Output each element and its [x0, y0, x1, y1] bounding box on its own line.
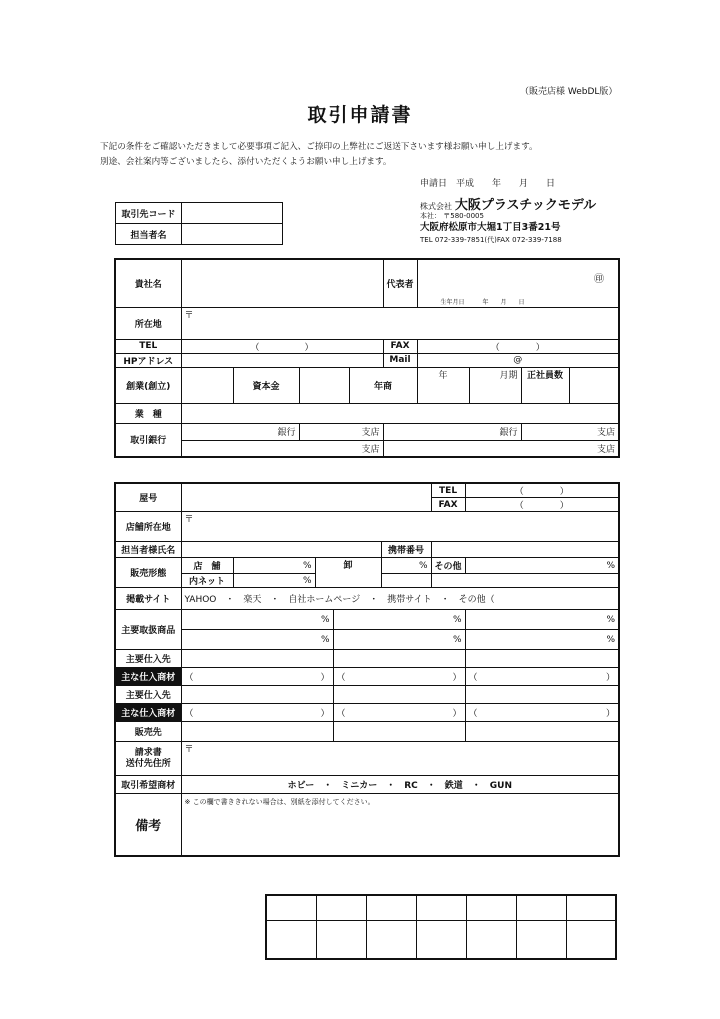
store-label: 店 舗 — [181, 558, 233, 574]
grid-cell — [366, 895, 416, 921]
industry-label: 業 種 — [115, 403, 181, 423]
company-prefix: 株式会社 — [420, 202, 452, 211]
intro-line-1: 下記の条件をご確認いただきまして必要事項ご記入、ご捺印の上弊社にご返送下さいます様お願い申し上げます。 — [100, 142, 538, 152]
company-name-label: 貴社名 — [115, 259, 181, 307]
paren-close: ） — [452, 709, 462, 719]
store-pct[interactable]: % — [233, 558, 315, 574]
supplier-2-c[interactable] — [465, 686, 619, 704]
industry-field[interactable] — [181, 403, 619, 423]
product-6-pct[interactable]: % — [465, 630, 619, 650]
paren-close: ） — [606, 673, 616, 683]
bank-2-branch-2[interactable]: 支店 — [383, 440, 619, 457]
company-address: 大阪府松原市大堀1丁目3番21号 — [420, 222, 561, 233]
staff-label: 担当者名 — [116, 224, 182, 245]
supplier-1-a[interactable] — [181, 650, 333, 668]
supplier-2-b[interactable] — [333, 686, 465, 704]
hp-field[interactable] — [181, 353, 383, 367]
online-label: 内ネット — [181, 574, 233, 588]
materials-1-b[interactable] — [333, 668, 465, 686]
main-products-label: 主要取扱商品 — [115, 610, 181, 650]
billing-label-line-1: 請求書 — [134, 747, 162, 758]
paren-close: ） — [452, 673, 462, 683]
billing-postal-mark: 〒 — [184, 745, 194, 755]
staff-name-field[interactable] — [181, 542, 381, 558]
supplier-1-label: 主要仕入先 — [115, 650, 181, 668]
page-title: 取引申請書 — [307, 104, 413, 126]
grid-cell — [466, 895, 516, 921]
site-options[interactable]: YAHOO ・ 楽天 ・ 自社ホームページ ・ 携帯サイト ・ その他（ — [181, 588, 619, 610]
capital-field[interactable] — [299, 367, 349, 403]
location-field[interactable] — [181, 307, 619, 339]
birthdate-line: 生年月日 年 月 日 — [440, 298, 525, 306]
seal-icon: ㊞ — [594, 274, 605, 285]
edition-label: （販売店様 WebDL版） — [520, 87, 618, 97]
paren-open: （ — [336, 673, 346, 683]
hq-label: 本社： — [420, 212, 441, 220]
paren-open: （ — [184, 673, 194, 683]
wholesale-blank[interactable] — [381, 574, 431, 588]
grid-cell — [266, 895, 316, 921]
shop-tel-field[interactable]: （ ） — [465, 483, 619, 498]
paren-open: （ — [184, 709, 194, 719]
bank-1-branch-2[interactable]: 支店 — [181, 440, 383, 457]
product-2-pct[interactable]: % — [333, 610, 465, 630]
tel-label: TEL — [115, 339, 181, 353]
grid-cell — [466, 921, 516, 959]
grid-cell — [416, 921, 466, 959]
online-pct[interactable]: % — [233, 574, 315, 588]
site-label: 掲載サイト — [115, 588, 181, 610]
bank-1-name[interactable]: 銀行 — [181, 423, 299, 440]
code-table — [115, 202, 283, 245]
materials-1-c[interactable] — [465, 668, 619, 686]
supplier-1-b[interactable] — [333, 650, 465, 668]
founded-field[interactable] — [181, 367, 233, 403]
grid-cell — [316, 895, 366, 921]
grid-cell — [316, 921, 366, 959]
paren-open: （ — [468, 709, 478, 719]
application-date[interactable]: 申請日 平成 年 月 日 — [420, 179, 556, 189]
intro-line-2: 別途、会社案内等ございましたら、添付いただくようお願い申し上げます。 — [100, 157, 392, 167]
customers-b[interactable] — [333, 722, 465, 742]
shop-tel-label: TEL — [431, 483, 465, 498]
customers-label: 販売先 — [115, 722, 181, 742]
fiscal-month-field[interactable]: 月期 — [469, 367, 521, 403]
mail-label: Mail — [383, 353, 417, 367]
shop-name-field[interactable] — [181, 483, 431, 512]
grid-cell — [366, 921, 416, 959]
code-label: 取引先コード — [116, 203, 182, 224]
founded-label: 創業(創立) — [115, 367, 181, 403]
fax-field[interactable]: （ ） — [417, 339, 619, 353]
fiscal-year-field[interactable]: 年 — [417, 367, 469, 403]
intro-text — [100, 140, 538, 170]
bank-2-branch[interactable]: 支店 — [521, 423, 619, 440]
mobile-field[interactable] — [431, 542, 619, 558]
supplier-1-c[interactable] — [465, 650, 619, 668]
staff-field[interactable] — [182, 224, 283, 245]
materials-2-label: 主な仕入商材 — [115, 704, 181, 722]
shop-fax-label: FAX — [431, 498, 465, 512]
grid-cell — [516, 895, 566, 921]
shop-address-field[interactable] — [181, 512, 619, 542]
shop-address-label: 店舗所在地 — [115, 512, 181, 542]
rep-field[interactable] — [417, 259, 619, 307]
company-name: 大阪プラスチックモデル — [454, 198, 597, 213]
code-field[interactable] — [182, 203, 283, 224]
fax-label: FAX — [383, 339, 417, 353]
paren-close: ） — [320, 673, 330, 683]
postal-mark: 〒 — [184, 310, 194, 321]
grid-cell — [566, 921, 616, 959]
location-label: 所在地 — [115, 307, 181, 339]
materials-1-a[interactable] — [181, 668, 333, 686]
wholesale-label: 卸 — [315, 558, 381, 588]
customers-c[interactable] — [465, 722, 619, 742]
other-label: その他 — [431, 558, 465, 574]
supplier-2-label: 主要仕入先 — [115, 686, 181, 704]
remarks-label: 備考 — [115, 794, 181, 856]
billing-label-line-2: 送付先住所 — [125, 758, 171, 769]
mail-field[interactable]: @ — [417, 353, 619, 367]
shop-info-table — [114, 482, 620, 857]
product-4-pct[interactable]: % — [181, 630, 333, 650]
paren-open: （ — [468, 673, 478, 683]
office-use-grid — [265, 894, 617, 960]
bank-2-name[interactable]: 銀行 — [383, 423, 521, 440]
other-pct[interactable]: % — [465, 558, 619, 574]
supplier-2-a[interactable] — [181, 686, 333, 704]
hp-label: HPアドレス — [115, 353, 181, 367]
employees-field[interactable] — [569, 367, 619, 403]
materials-2-b[interactable] — [333, 704, 465, 722]
tel-field[interactable]: （ ） — [181, 339, 383, 353]
product-1-pct[interactable]: % — [181, 610, 333, 630]
grid-cell — [416, 895, 466, 921]
postal-code: 〒580-0005 — [443, 212, 484, 220]
bank-label: 取引銀行 — [115, 423, 181, 457]
materials-1-label: 主な仕入商材 — [115, 668, 181, 686]
shop-fax-field[interactable]: （ ） — [465, 498, 619, 512]
grid-cell — [266, 921, 316, 959]
company-tel-fax: TEL 072-339-7851(代)FAX 072-339-7188 — [420, 236, 562, 244]
capital-label: 資本金 — [233, 367, 299, 403]
shop-postal-mark: 〒 — [184, 515, 194, 525]
mobile-label: 携帯番号 — [381, 542, 431, 558]
billing-field[interactable] — [181, 742, 619, 776]
shop-name-label: 屋号 — [115, 483, 181, 512]
employees-label: 正社員数 — [521, 367, 569, 403]
other-blank[interactable] — [431, 574, 619, 588]
paren-open: （ — [336, 709, 346, 719]
billing-label — [115, 742, 181, 776]
company-name-field[interactable] — [181, 259, 383, 307]
customers-a[interactable] — [181, 722, 333, 742]
rep-label: 代表者 — [383, 259, 417, 307]
remarks-field[interactable]: ※ この欄で書ききれない場合は、別紙を添付してください。 — [181, 794, 619, 856]
annual-label: 年商 — [349, 367, 417, 403]
grid-cell — [566, 895, 616, 921]
wish-options[interactable]: ホビー ・ ミニカー ・ RC ・ 鉄道 ・ GUN — [181, 776, 619, 794]
paren-close: ） — [320, 709, 330, 719]
address-block — [420, 210, 562, 246]
wish-label: 取引希望商材 — [115, 776, 181, 794]
bank-1-branch[interactable]: 支店 — [299, 423, 383, 440]
grid-cell — [516, 921, 566, 959]
staff-name-label: 担当者様氏名 — [115, 542, 181, 558]
materials-2-a[interactable] — [181, 704, 333, 722]
wholesale-pct[interactable]: % — [381, 558, 431, 574]
sales-form-label: 販売形態 — [115, 558, 181, 588]
materials-2-c[interactable] — [465, 704, 619, 722]
company-info-table — [114, 258, 620, 458]
paren-close: ） — [606, 709, 616, 719]
product-3-pct[interactable]: % — [465, 610, 619, 630]
product-5-pct[interactable]: % — [333, 630, 465, 650]
